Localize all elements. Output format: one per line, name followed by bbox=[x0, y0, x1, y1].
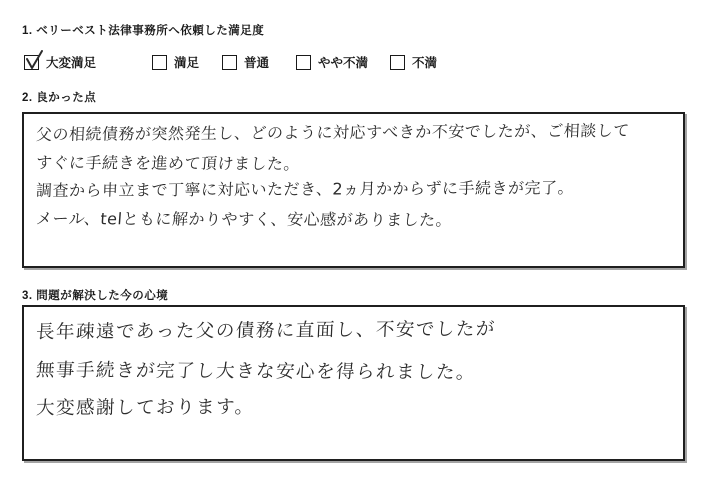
handwritten-line: 無事手続きが完了し大きな安心を得られました。 bbox=[35, 360, 477, 384]
checkbox-futsuu[interactable] bbox=[222, 55, 237, 70]
checkbox-daihen-manzoku[interactable] bbox=[24, 55, 39, 70]
option-label-futsuu: 普通 bbox=[244, 56, 270, 70]
handwritten-line: 大変感謝しております。 bbox=[35, 396, 255, 420]
handwritten-line: すぐに手続きを進めて頂けました。 bbox=[35, 153, 301, 174]
question-3-title: 3. 問題が解決した今の心境 bbox=[22, 290, 169, 302]
checkbox-fuman[interactable] bbox=[390, 55, 405, 70]
option-yaya-fuman[interactable] bbox=[296, 53, 368, 71]
handwritten-line: 調査から申立まで丁寧に対応いただき、2ヵ月かからずに手続きが完了。 bbox=[35, 178, 575, 201]
option-label-manzoku: 満足 bbox=[174, 56, 200, 70]
handwritten-line: メール、telともに解かりやすく、安心感がありました。 bbox=[35, 209, 453, 230]
option-daihen-manzoku[interactable] bbox=[24, 53, 96, 71]
option-label-daihen-manzoku: 大変満足 bbox=[46, 56, 97, 70]
option-manzoku[interactable] bbox=[152, 53, 199, 71]
option-fuman[interactable] bbox=[390, 53, 437, 71]
question-1-title: 1. ベリーベスト法律事務所へ依頼した満足度 bbox=[22, 25, 265, 37]
option-futsuu[interactable] bbox=[222, 53, 269, 71]
question-2-answer-box bbox=[22, 112, 685, 268]
question-3-answer-box bbox=[22, 305, 685, 461]
handwritten-line: 長年疎遠であった父の債務に直面し、不安でしたが bbox=[35, 318, 497, 344]
checkmark-icon bbox=[23, 49, 45, 71]
checkbox-yaya-fuman[interactable] bbox=[296, 55, 311, 70]
checkbox-manzoku[interactable] bbox=[152, 55, 167, 70]
option-label-fuman: 不満 bbox=[412, 56, 438, 70]
handwritten-line: 父の相続債務が突然発生し、どのように対応すべきか不安でしたが、ご相談して bbox=[35, 120, 631, 145]
option-label-yaya-fuman: やや不満 bbox=[318, 56, 369, 70]
question-2-title: 2. 良かった点 bbox=[22, 92, 97, 104]
